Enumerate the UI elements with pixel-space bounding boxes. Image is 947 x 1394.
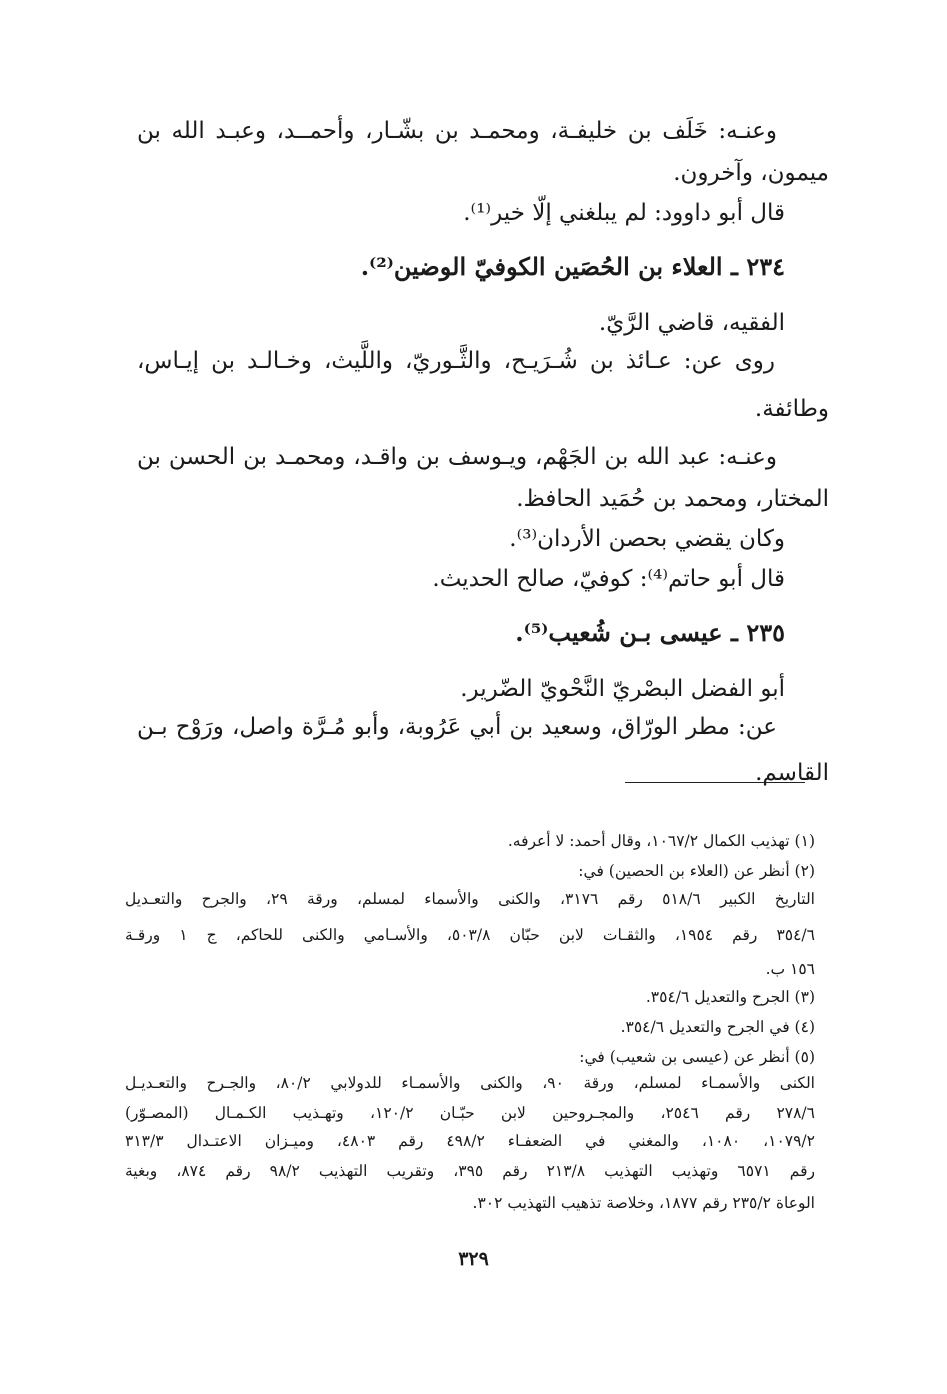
body-line-1: وعنـه: خَلَف بن خليفـة، ومحمـد بن بشّـار، وأحمــد، وعبـد الله بن [137,118,777,144]
footnote-5-line-1: الكنى والأسمـاء لمسلم، ورقة ٩٠، والكنى والأسمـاء للدولابي ٨٠/٢، والجـرح والتعـديـل [125,1074,815,1092]
footnote-2-intro: (٢) أنظر عن (العلاء بن الحصين) في: [578,862,815,880]
footnote-2-line-3: ١٥٦ ب. [765,960,815,978]
footnote-4: (٤) في الجرح والتعديل ٣٥٤/٦. [620,1018,815,1036]
body-line-7: وطائفة. [754,396,829,422]
footnote-1: (١) تهذيب الكمال ١٠٦٧/٢، وقال أحمد: لا أعرفه. [507,832,815,850]
footnote-5-intro: (٥) أنظر عن (عيسى بن شعيب) في: [579,1048,815,1066]
footnote-5-line-5: الوعاة ٢٣٥/٢ رقم ١٨٧٧، وخلاصة تذهيب التهذيب ٣٠٢. [472,1194,815,1212]
footnote-5-line-3: ١٠٧٩/٢، ١٠٨٠، والمغني في الضعفـاء ٤٩٨/٢ رقم ٤٨٠٣، وميـزان الاعتـدال ٣١٣/٣ [125,1132,815,1150]
body-line-2: ميمون، وآخرون. [673,160,829,186]
footnote-2-line-2: ٣٥٤/٦ رقم ١٩٥٤، والثقـات لابن حبّان ٥٠٣/٨، والأسـامي والكنى للحاكم، ج ١ ورقـة [125,926,815,944]
body-line-5: الفقيه، قاضي الرَّيّ. [598,310,785,336]
body-line-13: أبو الفضل البصْريّ النَّحْويّ الضّرير. [460,676,785,702]
body-line-6: روى عن: عـائذ بن شُـرَيـح، والثَّـوريّ، واللَّيث، وخـالـد بن إيـاس، [137,348,775,374]
body-line-8: وعنـه: عبد الله بن الجَهْم، ويـوسف بن واقـد، ومحمـد بن الحسن بن [137,444,777,470]
body-line-11: قال أبو حاتم⁽⁴⁾: كوفيّ، صالح الحديث. [432,566,785,592]
entry-heading-234: ٢٣٤ ـ العلاء بن الحُصَين الكوفيّ الوضين⁽²⁾. [360,252,785,281]
footnote-2-line-1: التاريخ الكبير ٥١٨/٦ رقم ٣١٧٦، والكنى والأسماء لمسلم، ورقة ٢٩، والجرح والتعـديل [125,890,815,908]
body-line-3: قال أبو داوود: لم يبلغني إلّا خير⁽¹⁾. [463,200,785,226]
body-line-10: وكان يقضي بحصن الأردان⁽³⁾. [509,526,785,552]
body-line-15: القاسم. [755,760,829,786]
entry-heading-235: ٢٣٥ ـ عيسى بـن شُعيب⁽⁵⁾. [515,618,785,647]
footnote-5-line-2: ٢٧٨/٦ رقم ٢٥٤٦، والمجـروحين لابن حبّـان ١٢٠/٢، وتهـذيب الكـمـال (المصـوّر) [125,1104,815,1122]
body-line-14: عن: مطر الورّاق، وسعيد بن أبي عَرُوبة، وأبو مُـرَّة واصل، ورَوْح بـن [137,714,777,740]
footnote-3: (٣) الجرح والتعديل ٣٥٤/٦. [645,988,815,1006]
page-number: ٣٢٩ [458,1248,489,1270]
body-line-9: المختار، ومحمد بن حُمَيد الحافظ. [516,486,829,512]
footnote-5-line-4: رقم ٦٥٧١ وتهذيب التهذيب ٢١٣/٨ رقم ٣٩٥، وتقريب التهذيب ٩٨/٢ رقم ٨٧٤، وبغية [125,1162,815,1180]
footnote-separator [625,782,805,783]
